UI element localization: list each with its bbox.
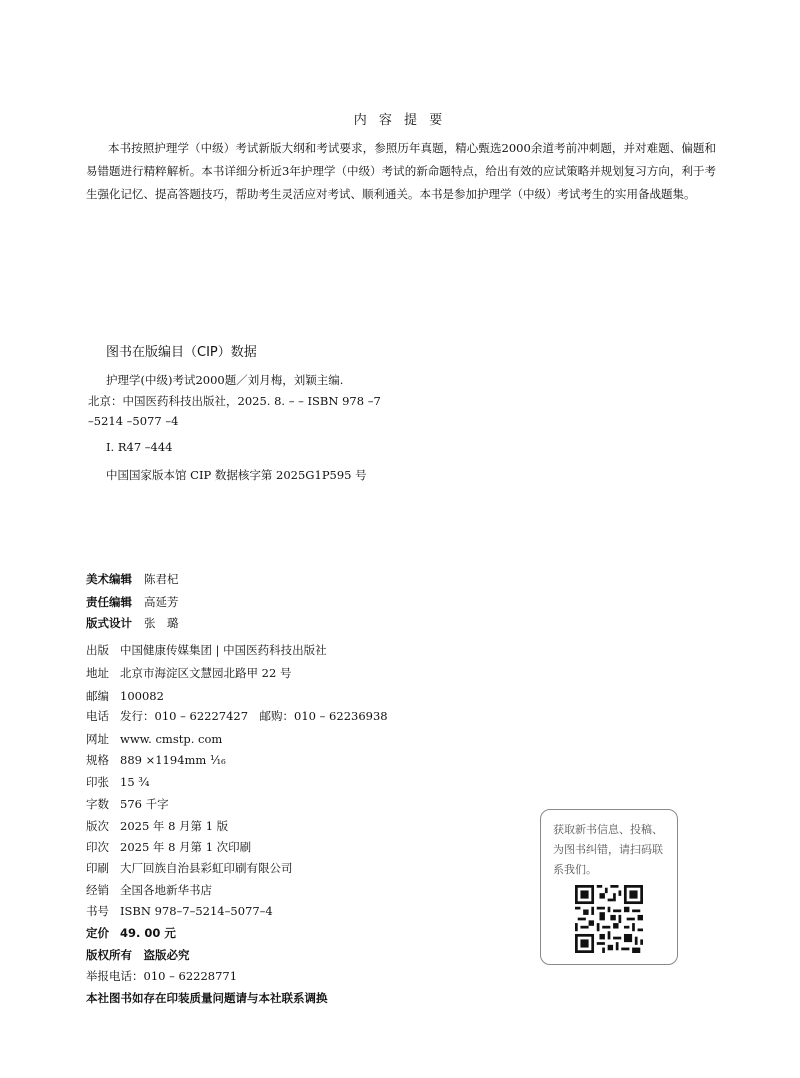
info-row bbox=[86, 796, 169, 812]
info-row bbox=[86, 688, 164, 704]
info-row bbox=[86, 642, 327, 658]
info-label: 版次 bbox=[86, 819, 109, 833]
staff-label: 版式设计 bbox=[86, 616, 132, 630]
qr-text: 获取新书信息、投稿、为图书纠错，请扫码联系我们。 bbox=[553, 823, 663, 876]
info-row bbox=[86, 839, 251, 855]
info-value: 889 ×1194mm ¹⁄₁₆ bbox=[120, 753, 226, 767]
rights-notice: 版权所有 盗版必究 bbox=[86, 948, 190, 962]
info-label: 字数 bbox=[86, 797, 109, 811]
info-label: 出版 bbox=[86, 643, 109, 657]
info-label: 印次 bbox=[86, 840, 109, 854]
info-label: 印刷 bbox=[86, 861, 109, 875]
price-row bbox=[86, 925, 176, 941]
info-value: 15 ³⁄₄ bbox=[120, 775, 150, 789]
info-value: 全国各地新华书店 bbox=[120, 883, 212, 897]
info-value: ISBN 978–7–5214–5077–4 bbox=[120, 904, 273, 918]
info-row bbox=[86, 860, 293, 876]
info-label: 经销 bbox=[86, 883, 109, 897]
info-value: 100082 bbox=[120, 689, 164, 703]
price-value: 49. 00 元 bbox=[120, 926, 176, 940]
info-value: 2025 年 8 月第 1 版 bbox=[120, 819, 229, 833]
cip-title: 图书在版编目（CIP）数据 bbox=[106, 345, 257, 360]
info-label: 电话 bbox=[86, 709, 109, 723]
info-row bbox=[86, 774, 149, 790]
info-label: 印张 bbox=[86, 775, 109, 789]
staff-row bbox=[86, 594, 179, 610]
summary-title: 内 容 提 要 bbox=[353, 113, 447, 128]
info-row bbox=[86, 818, 228, 834]
info-value: www. cmstp. com bbox=[120, 732, 223, 746]
cip-number: 中国国家版本馆 CIP 数据核字第 2025G1P595 号 bbox=[106, 468, 367, 482]
cip-classification: Ⅰ. R47 –444 bbox=[106, 440, 173, 454]
info-row bbox=[86, 708, 388, 724]
info-label: 地址 bbox=[86, 666, 109, 680]
info-label: 邮编 bbox=[86, 689, 109, 703]
info-row bbox=[86, 903, 273, 919]
info-row bbox=[86, 665, 291, 681]
price-label: 定价 bbox=[86, 926, 109, 940]
info-value: 576 千字 bbox=[120, 797, 169, 811]
staff-value: 高延芳 bbox=[144, 595, 179, 609]
report-phone: 举报电话：010 – 62228771 bbox=[86, 969, 238, 983]
staff-label: 责任编辑 bbox=[86, 595, 132, 609]
staff-row bbox=[86, 615, 179, 631]
info-row bbox=[86, 882, 212, 898]
qr-code-icon[interactable] bbox=[575, 885, 643, 953]
info-label: 网址 bbox=[86, 732, 109, 746]
info-label: 规格 bbox=[86, 753, 109, 767]
qr-box bbox=[540, 809, 678, 965]
staff-row bbox=[86, 571, 179, 587]
info-label: 书号 bbox=[86, 904, 109, 918]
info-value: 北京市海淀区文慧园北路甲 22 号 bbox=[120, 666, 292, 680]
info-value: 中国健康传媒集团 | 中国医药科技出版社 bbox=[120, 643, 327, 657]
info-value: 2025 年 8 月第 1 次印刷 bbox=[120, 840, 252, 854]
cip-line: –5214 –5077 –4 bbox=[88, 414, 179, 428]
staff-label: 美术编辑 bbox=[86, 572, 132, 586]
info-row bbox=[86, 731, 222, 747]
info-value: 大厂回族自治县彩虹印刷有限公司 bbox=[120, 861, 293, 875]
staff-value: 张 璐 bbox=[144, 616, 179, 630]
info-value: 发行：010 – 62227427 邮购：010 – 62236938 bbox=[120, 709, 388, 723]
summary-body: 本书按照护理学（中级）考试新版大纲和考试要求，参照历年真题，精心甄选2000余道考前冲刺题，并对难题、偏题和易错题进行精粹解析。本书详细分析近3年护理学（中级）考试的新命题特点，给出有效的应试策略并规划复习方向，利于考生强化记忆、提高答题技巧，帮助考生灵活应对考试、顺利通关。本书是参加护理学（中级）考试考生的实用备战题集。 bbox=[86, 141, 716, 201]
cip-line: 护理学(中级)考试2000题／刘月梅，刘颖主编. bbox=[106, 373, 344, 387]
cip-line: 北京：中国医药科技出版社，2025. 8. – – ISBN 978 –7 bbox=[88, 394, 381, 408]
footer-note: 本社图书如存在印装质量问题请与本社联系调换 bbox=[86, 991, 328, 1005]
info-row bbox=[86, 752, 226, 768]
staff-value: 陈君杞 bbox=[144, 572, 179, 586]
